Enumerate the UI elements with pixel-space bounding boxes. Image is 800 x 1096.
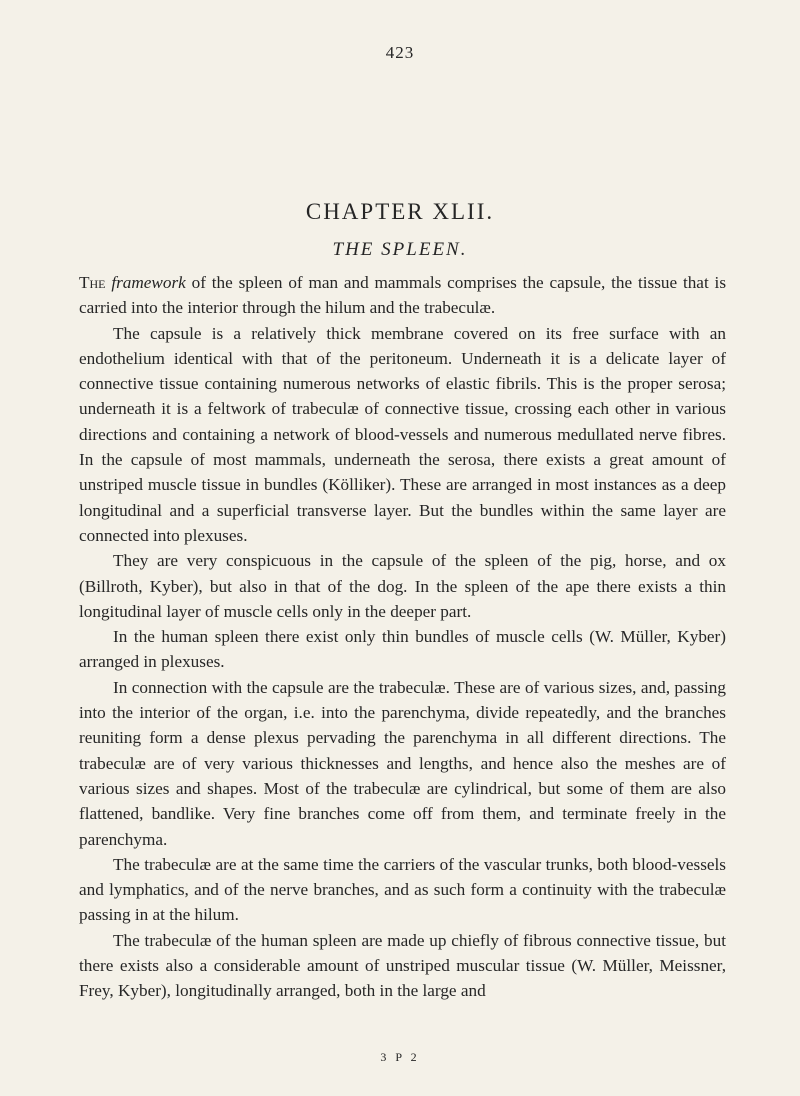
signature-mark: 3 P 2 <box>380 1050 420 1064</box>
paragraph-capsule: The capsule is a relatively thick membrane covered on its free surface with an endothelium identical with that of the peritoneum. Underneath it is a delicate layer of connective tissue containing numerous networks of elastic fibrils. This is the proper serosa; underneath it is a feltwork of trabeculæ of connective tissue, crossing each other in various directions and containing a network of blood-vessels and numerous medullated nerve fibres. In the capsule of most mammals, underneath the serosa, there exists a great amount of unstriped muscle tissue in bundles (Kölliker). These are arranged in most instances as a deep longitudinal and a superficial transverse layer. But the bundles within the same layer are connected into plexuses. <box>79 323 726 545</box>
paragraph-human-spleen: In the human spleen there exist only thin bundles of muscle cells (W. Müller, Kyber) arranged in plexuses. <box>79 627 726 672</box>
section-title: THE SPLEEN. <box>332 239 468 260</box>
chapter-heading: CHAPTER XLII. <box>305 199 495 224</box>
paragraph-fibrous-tissue: The trabeculæ of the human spleen are made up chiefly of fibrous connective tissue, but there exists also a considerable amount of unstriped muscular tissue (W. Müller, Meissner, Frey, Kyber), longitudinally arranged, both in the large and <box>79 930 726 1001</box>
paragraph-animals: They are very conspicuous in the capsule of the spleen of the pig, horse, and ox (Billroth, Kyber), but also in that of the dog. In the spleen of the ape there exists a thin longitudinal layer of muscle cells only in the deeper part. <box>79 551 726 621</box>
paragraph-vascular-trunks: The trabeculæ are at the same time the carriers of the vascular trunks, both blood-vessels and lymphatics, and of the nerve branches, and as such form a continuity with the trabeculæ passing in at the hilum. <box>79 854 726 925</box>
italic-term: framework <box>111 273 186 292</box>
paragraph-trabeculae: In connection with the capsule are the trabeculæ. These are of various sizes, and, passing into the interior of the organ, i.e. into the parenchyma, divide repeatedly, and the branches reuniting form a dense plexus pervading the parenchyma in all different directions. The trabeculæ are of very various thicknesses and lengths, and hence also the meshes are of various sizes and shapes. Most of the trabeculæ are cylindrical, but some of them are also flattened, bandlike. Very fine branches come off from them, and terminate freely in the parenchyma. <box>79 677 726 849</box>
page-number: 423 <box>385 43 415 62</box>
body-text <box>79 270 726 1004</box>
opening-paragraph <box>79 270 726 321</box>
opening-text: of the spleen of man and mammals comprises the capsule, the tissue that is carried into the interior through the hilum and the trabeculæ. <box>79 273 727 318</box>
lead-word: The <box>79 273 106 292</box>
